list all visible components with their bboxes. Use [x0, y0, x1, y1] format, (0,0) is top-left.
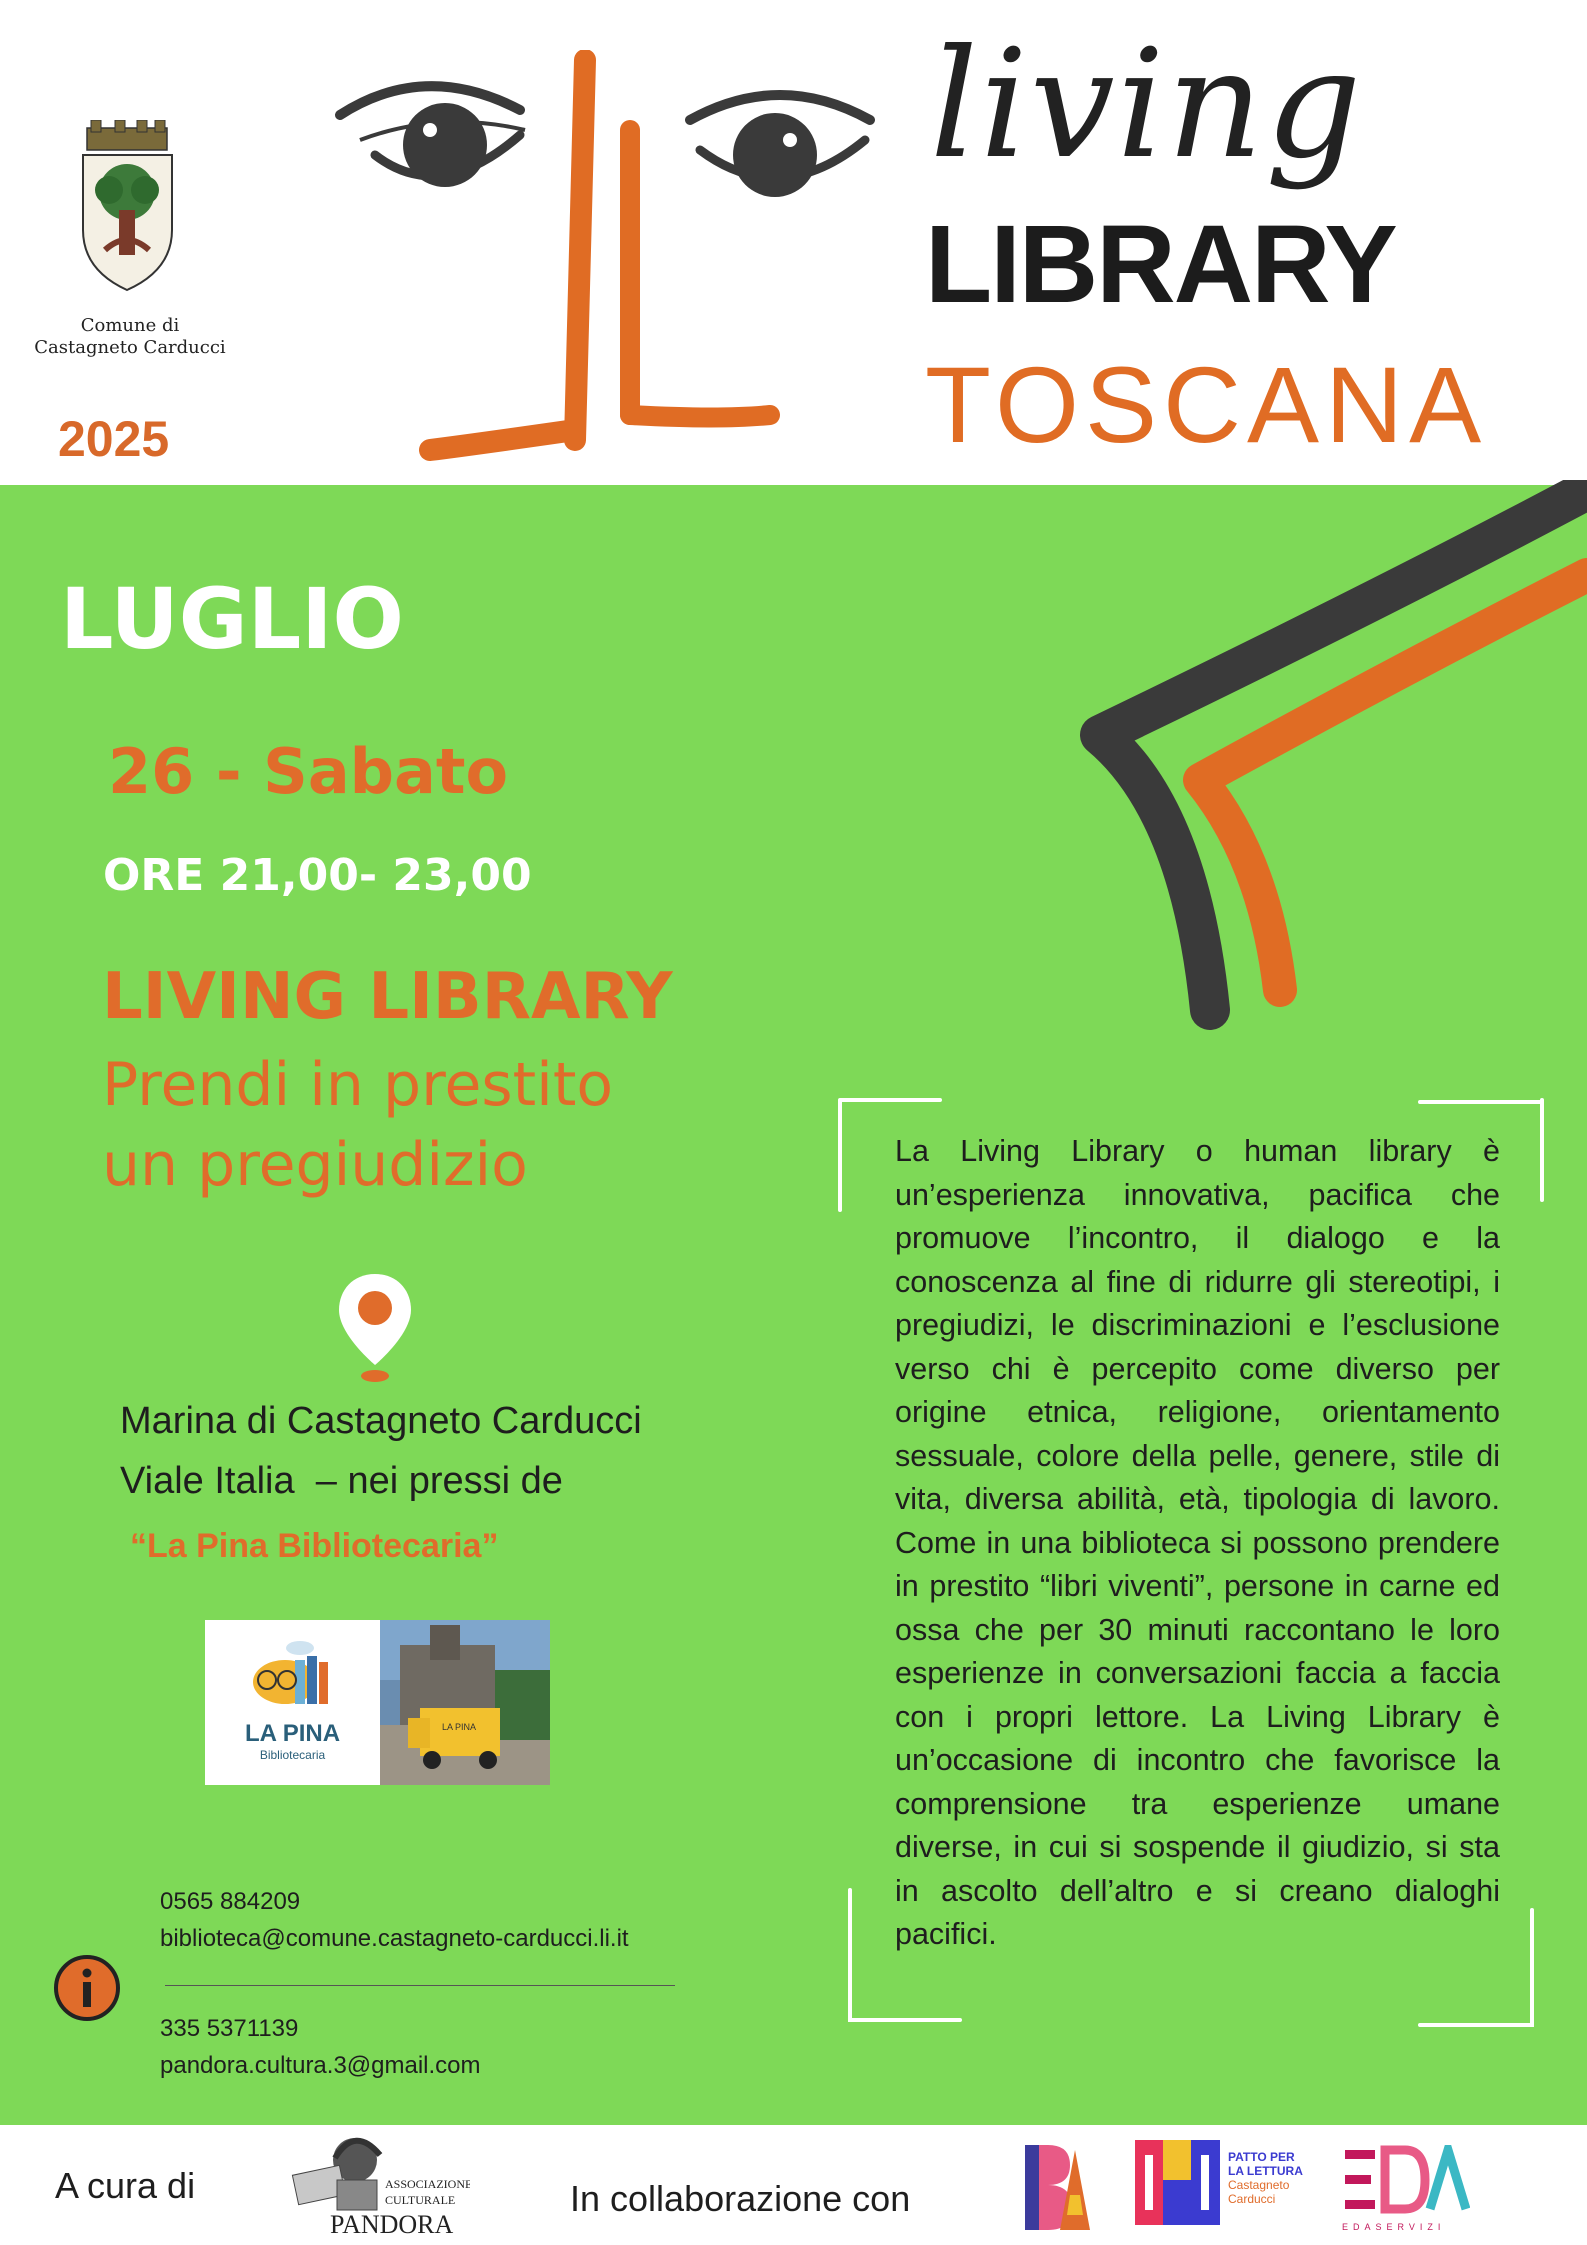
patto-lettura-logo-mark [1135, 2140, 1220, 2225]
logo-toscana-text: TOSCANA [925, 344, 1488, 465]
info-icon [52, 1953, 122, 2023]
eda-servizi-text: EDASERVIZI [1342, 2222, 1446, 2232]
la-pina-vehicle-photo [380, 1620, 550, 1785]
location-line2: Viale Italia – nei pressi de [120, 1460, 563, 1502]
pandora-name: PANDORA [330, 2210, 454, 2239]
event-time: ORE 21,00- 23,00 [103, 850, 532, 901]
patto-lettura-text [1228, 2150, 1303, 2206]
month-heading: LUGLIO [60, 570, 404, 668]
logo-library-text: LIBRARY [925, 203, 1396, 326]
patto-line1: PATTO PER [1228, 2150, 1295, 2164]
comune-caption-line2: Castagneto Carducci [34, 337, 226, 358]
pandora-line1: ASSOCIAZIONE [385, 2177, 470, 2191]
brush-strokes-decoration [1080, 480, 1587, 1040]
la-pina-brand: LA PINA [244, 1720, 341, 1747]
pandora-line2: CULTURALE [385, 2193, 456, 2207]
patto-line2: LA LETTURA [1228, 2164, 1303, 2178]
collaboration-label: In collaborazione con [570, 2178, 911, 2219]
comune-caption-line1: Comune di [80, 315, 180, 336]
event-title: LIVING LIBRARY [102, 960, 673, 1034]
description-text: La Living Library o human library è un’esperienza innovativa, pacifica che promuove l’incontro, il dialogo e la conoscenza al fine di ridurre gli stereotipi, i pregiudizi, le discriminazioni e l’esclusione verso chi è percepito come diverso per origine etnica, religione, orientamento sessuale, colore della pelle, genere, stile di vita, diversa abilità, età, tipologia di lavoro. Come in una biblioteca si possono prendere in prestito “libri viventi”, persone in carne ed ossa che per 30 minuti raccontano le loro esperienze in conversazioni faccia a faccia con i propri lettore. La Living Library è un’occasione di incontro che favorisce la comprensione tra esperienze umane diverse, in cui si sospende il giudizio, si sta in ascolto dell’altro e si creano dialoghi pacifici. [895, 1134, 1500, 1951]
location-line3: “La Pina Bibliotecaria” [130, 1527, 499, 1565]
curated-by-label: A cura di [55, 2165, 196, 2206]
comune-caption [20, 315, 240, 359]
event-subtitle [102, 1045, 802, 1205]
location-line1: Marina di Castagneto Carducci [120, 1400, 642, 1442]
la-pina-logo [205, 1620, 380, 1785]
eda-servizi-logo [1340, 2145, 1470, 2220]
contact-email-2[interactable]: pandora.cultura.3@gmail.com [160, 2052, 481, 2079]
year-label: 2025 [58, 411, 170, 467]
contact-divider [165, 1985, 675, 1986]
contact-email-1[interactable]: biblioteca@comune.castagneto-carducci.li.it [160, 1925, 629, 1952]
la-pina-photo [380, 1620, 550, 1785]
location-pin-icon [335, 1270, 415, 1385]
pandora-logo-art [285, 2130, 470, 2240]
la-pina-bee-icon [245, 1640, 340, 1710]
la-pina-sub: Bibliotecaria [259, 1748, 326, 1762]
photo-sign-text: LA PINA [442, 1722, 477, 1732]
ba-partner-logo [1020, 2140, 1090, 2235]
event-subtitle-line2: un pregiudizio [102, 1130, 528, 1200]
patto-line3: Castagneto [1228, 2178, 1290, 2192]
comune-crest-logo [75, 120, 180, 295]
eyes-nose-illustration [330, 50, 890, 470]
patto-line4: Carducci [1228, 2192, 1276, 2206]
event-date: 26 - Sabato [108, 735, 509, 808]
event-subtitle-line1: Prendi in prestito [102, 1050, 614, 1120]
contact-phone-1[interactable]: 0565 884209 [160, 1888, 301, 1915]
pandora-logo [285, 2130, 470, 2240]
logo-living-text: living [930, 18, 1364, 192]
contact-phone-2[interactable]: 335 5371139 [160, 2015, 299, 2042]
